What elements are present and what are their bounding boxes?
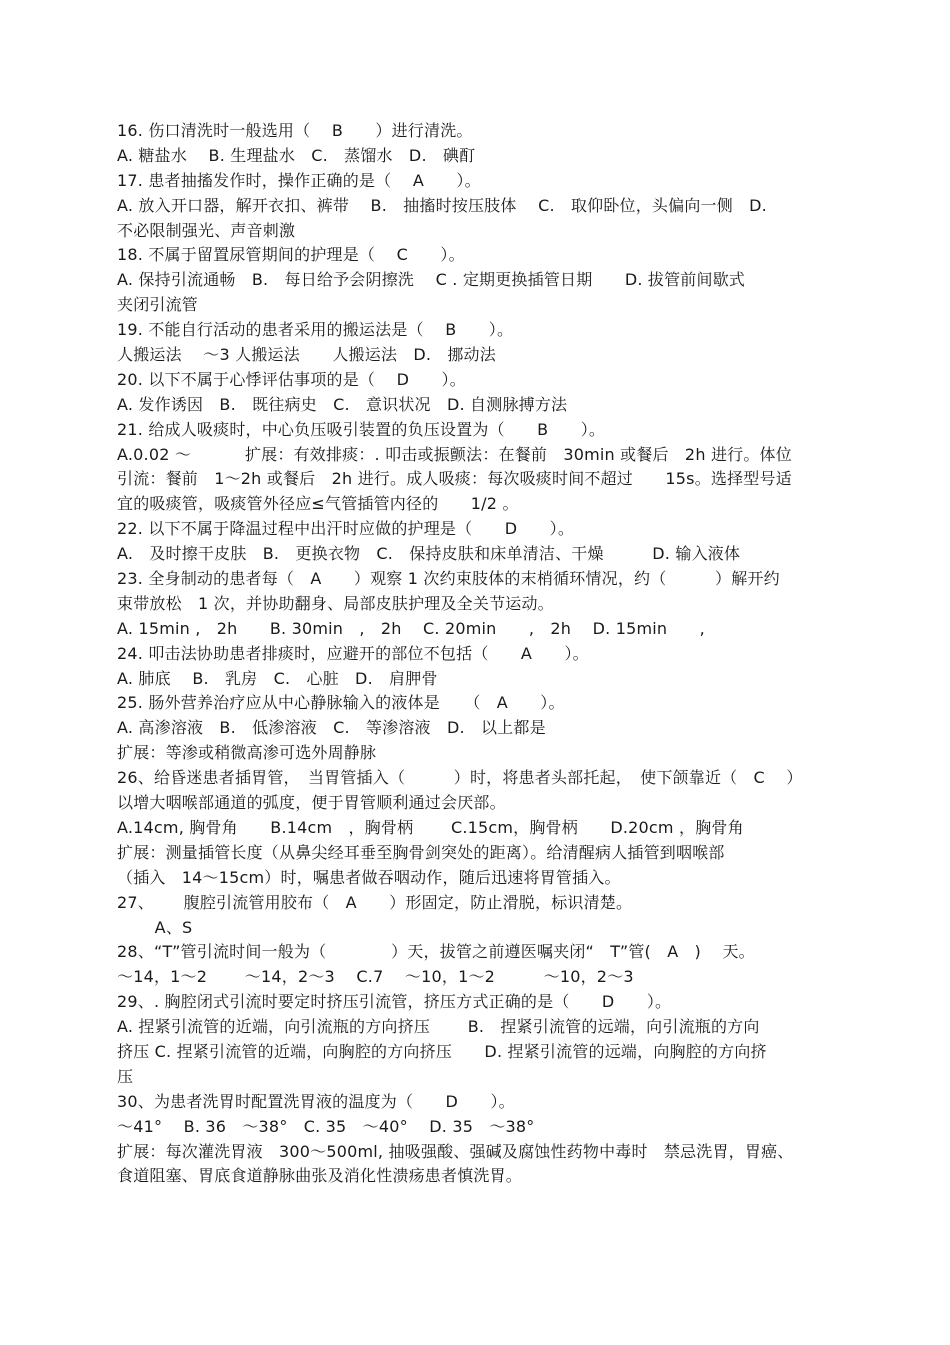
q26-question: 26、给昏迷患者插胃管， 当胃管插入（ ）时，将患者头部托起， 使下颌靠近（ C ） (117, 768, 803, 788)
q17-question: 17. 患者抽搐发作时，操作正确的是（ A ）。 (117, 170, 481, 190)
q21-extension: 引流：餐前 1～2h 或餐后 2h 进行。成人吸痰：每次吸痰时间不超过 15s。选择型号适 (117, 469, 792, 489)
q16-question: 16. 伤口清洗时一般选用（ B ）进行清洗。 (117, 121, 473, 140)
q18-options: A. 保持引流通畅 B. 每日给予会阴擦洗 C . 定期更换插管日期 D. 拔管前间歇式 (117, 270, 746, 290)
q26-extension: 扩展：测量插管长度（从鼻尖经耳垂至胸骨剑突处的距离）。给清醒病人插管到咽喉部 (117, 842, 725, 862)
q29-question: 29、. 胸腔闭式引流时要定时挤压引流管，挤压方式正确的是（ D ）。 (117, 992, 672, 1012)
q18-options-cont: 夹闭引流管 (117, 295, 199, 315)
q29-options: A. 捏紧引流管的近端，向引流瓶的方向挤压 B. 捏紧引流管的远端，向引流瓶的方向 (117, 1017, 760, 1037)
q30-extension-cont: 食道阻塞、胃底食道静脉曲张及消化性溃疡患者慎洗胃。 (117, 1166, 523, 1186)
q28-options: ～14，1～2 ～14，2～3 C.7 ～10，1～2 ～10，2～3 (117, 967, 634, 987)
q16-options: A. 糖盐水 B. 生理盐水 C. 蒸馏水 D. 碘酊 (117, 145, 476, 165)
q18-question: 18. 不属于留置尿管期间的护理是（ C ）。 (117, 245, 465, 265)
q23-options: A. 15min , 2h B. 30min , 2h C. 20min , 2h D. 15min , (117, 618, 705, 638)
q22-question: 22. 以下不属于降温过程中出汗时应做的护理是（ D ）。 (117, 519, 575, 539)
q23-question: 23. 全身制动的患者每（ A ）观察 1 次约束肢体的末梢循环情况，约（ ）解开约 (117, 569, 780, 589)
q27-question: 27、 腹腔引流管用胶布（ A ）形固定，防止滑脱，标识清楚。 (117, 892, 633, 912)
q20-question: 20. 以下不属于心悸评估事项的是（ D ）。 (117, 369, 466, 389)
q24-question: 24. 叩击法协助患者排痰时，应避开的部位不包括（ A ）。 (117, 643, 589, 663)
q19-question: 19. 不能自行活动的患者采用的搬运法是（ B ）。 (117, 320, 514, 340)
q28-question: 28、“T”管引流时间一般为（ ）天，拔管之前遵医嘱夹闭“ T”管( A ) 天。 (117, 942, 755, 962)
q27-options: A、S (117, 917, 193, 937)
document-body (117, 119, 837, 1189)
q29-options-cont2: 压 (117, 1066, 134, 1086)
q29-options-cont: 挤压 C. 捏紧引流管的近端，向胸腔的方向挤压 D. 捏紧引流管的远端，向胸腔的方向挤 (117, 1041, 767, 1061)
q30-options: ～41° B. 36 ～38° C. 35 ～40° D. 35 ～38° (117, 1116, 535, 1136)
q26-question-cont: 以增大咽喉部通道的弧度，便于胃管顺利通过会厌部。 (117, 793, 506, 813)
q21-extension-cont: 宜的吸痰管，吸痰管外径应≤气管插管内径的 1/2 。 (117, 494, 519, 514)
q24-options: A. 肺底 B. 乳房 C. 心脏 D. 肩胛骨 (117, 668, 438, 688)
q21-options: A.0.02 ～ 扩展：有效排痰：. 叩击或振颤法：在餐前 30min 或餐后 2h 进行。体位 (117, 444, 792, 464)
q26-extension-cont: （插入 14～15cm）时，嘱患者做吞咽动作，随后迅速将胃管插入。 (117, 867, 621, 887)
q26-options: A.14cm, 胸骨角 B.14cm ，胸骨柄 C.15cm，胸骨柄 D.20cm ，胸骨角 (117, 817, 744, 837)
q30-question: 30、为患者洗胃时配置洗胃液的温度为（ D ）。 (117, 1091, 515, 1111)
q25-extension: 扩展：等渗或稍微高渗可选外周静脉 (117, 743, 377, 763)
q20-options: A. 发作诱因 B. 既往病史 C. 意识状况 D. 自测脉搏方法 (117, 394, 568, 414)
q23-question-cont: 束带放松 1 次，并协助翻身、局部皮肤护理及全关节运动。 (117, 593, 554, 613)
q21-question: 21. 给成人吸痰时，中心负压吸引装置的负压设置为（ B ）。 (117, 419, 606, 439)
q25-options: A. 高渗溶液 B. 低渗溶液 C. 等渗溶液 D. 以上都是 (117, 718, 546, 738)
q17-options: A. 放入开口器，解开衣扣、裤带 B. 抽搐时按压肢体 C. 取仰卧位，头偏向一侧 D. (117, 195, 767, 215)
q22-options: A. 及时擦干皮肤 B. 更换衣物 C. 保持皮肤和床单清洁、干燥 D. 输入液体 (117, 544, 741, 564)
q19-options: 人搬运法 ～3 人搬运法 人搬运法 D. 挪动法 (117, 345, 496, 365)
q30-extension: 扩展：每次灌洗胃液 300～500ml, 抽吸强酸、强碱及腐蚀性药物中毒时 禁忌洗胃，胃癌、 (117, 1141, 794, 1161)
q25-question: 25. 肠外营养治疗应从中心静脉输入的液体是 （ A ）。 (117, 693, 565, 713)
q17-options-cont: 不必限制强光、声音刺激 (117, 220, 296, 240)
